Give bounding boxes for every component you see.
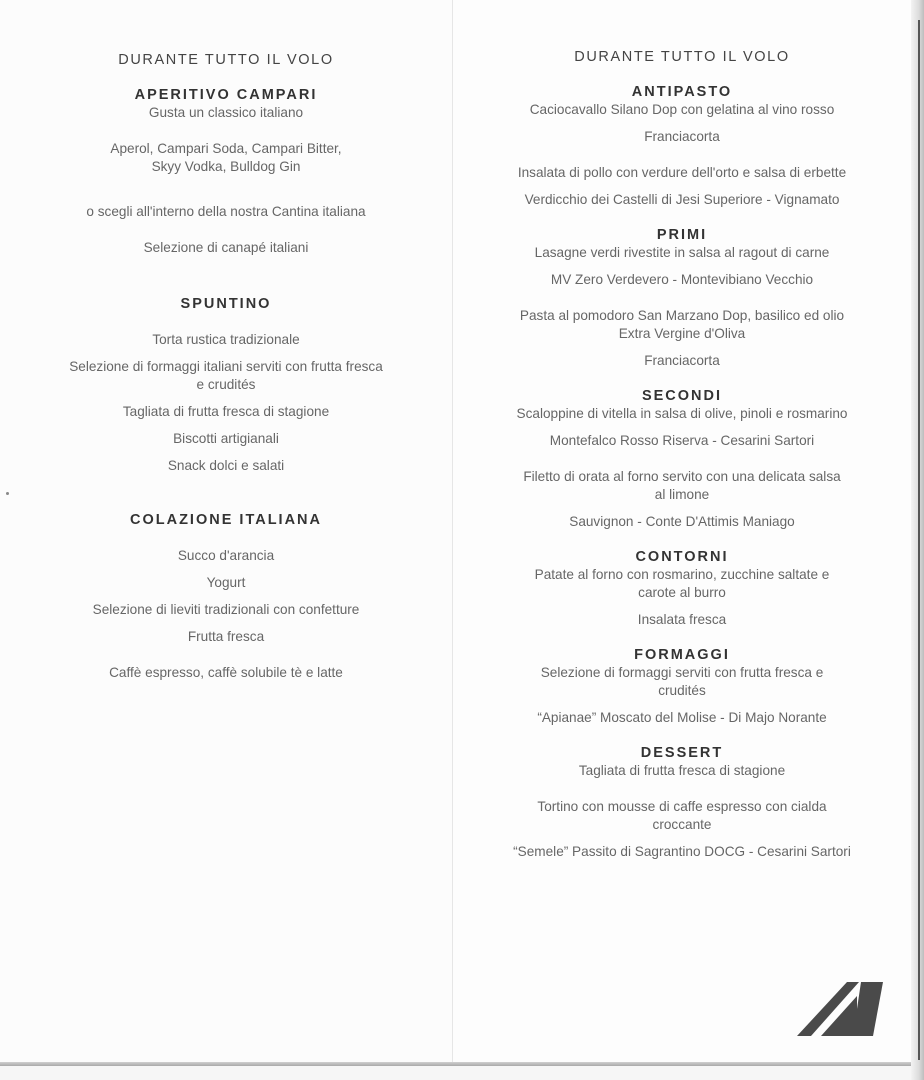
antipasto-title: ANTIPASTO: [631, 84, 733, 100]
menu-item: al limone: [654, 487, 710, 502]
menu-item: Pasta al pomodoro San Marzano Dop, basilico ed olio: [519, 308, 845, 323]
left-menu-column: [0, 52, 452, 682]
menu-item: e crudités: [196, 377, 256, 392]
menu-item: Filetto di orata al forno servito con una delicata salsa: [523, 469, 841, 484]
dessert-section: [453, 744, 911, 861]
left-menu-page: [0, 0, 453, 1080]
menu-item: Tagliata di frutta fresca di stagione: [578, 763, 786, 778]
menu-item: Selezione di formaggi serviti con frutta fresca e: [540, 665, 824, 680]
colazione-title: COLAZIONE ITALIANA: [130, 512, 322, 528]
menu-item: Lasagne verdi rivestite in salsa al ragout di carne: [534, 245, 830, 260]
contorni-title: CONTORNI: [635, 549, 729, 565]
wine-pairing: MV Zero Verdevero - Montevibiano Vecchio: [550, 272, 814, 287]
secondi-section: [453, 387, 911, 531]
menu-item: croccante: [652, 817, 712, 832]
page-edge-shadow: [911, 0, 924, 1080]
primi-section: [453, 226, 911, 370]
aperitivo-section: [0, 86, 452, 257]
menu-item: Frutta fresca: [187, 629, 265, 644]
colazione-section: [0, 511, 452, 682]
wine-pairing: “Semele” Passito di Sagrantino DOCG - Cesarini Sartori: [513, 844, 851, 859]
aperitivo-drinks-line: Aperol, Campari Soda, Campari Bitter,: [110, 141, 342, 156]
formaggi-title: FORMAGGI: [634, 647, 730, 663]
right-menu-column: [453, 49, 911, 861]
contorni-section: [453, 548, 911, 629]
menu-item: Extra Vergine d'Oliva: [618, 326, 746, 341]
menu-item: Tortino con mousse di caffe espresso con cialda: [537, 799, 827, 814]
menu-item: crudités: [658, 683, 706, 698]
menu-item: Tagliata di frutta fresca di stagione: [122, 404, 330, 419]
wine-pairing: Verdicchio dei Castelli di Jesi Superiore - Vignamato: [524, 192, 840, 207]
scan-speck: [6, 492, 9, 495]
aperitivo-drinks-line: Skyy Vodka, Bulldog Gin: [151, 159, 301, 174]
aperitivo-title: APERITIVO CAMPARI: [134, 87, 318, 103]
menu-item: Yogurt: [206, 575, 246, 590]
wine-pairing: Franciacorta: [644, 353, 720, 368]
left-page-header: DURANTE TUTTO IL VOLO: [118, 52, 334, 68]
antipasto-section: [453, 83, 911, 209]
secondi-title: SECONDI: [641, 388, 723, 404]
primi-title: PRIMI: [656, 227, 708, 243]
page-bottom-strip: [0, 1066, 911, 1080]
menu-item: Selezione di lieviti tradizionali con confetture: [92, 602, 360, 617]
wine-pairing: Franciacorta: [644, 129, 720, 144]
menu-item: Succo d'arancia: [177, 548, 275, 563]
menu-item: Selezione di formaggi italiani serviti con frutta fresca: [69, 359, 383, 374]
menu-item: Insalata di pollo con verdure dell'orto e salsa di erbette: [517, 165, 847, 180]
wine-pairing: Sauvignon - Conte D'Attimis Maniago: [569, 514, 795, 529]
menu-item: Scaloppine di vitella in salsa di olive, pinoli e rosmarino: [516, 406, 848, 421]
aperitivo-canape: Selezione di canapé italiani: [143, 240, 309, 255]
menu-item: Caciocavallo Silano Dop con gelatina al vino rosso: [529, 102, 835, 117]
spuntino-title: SPUNTINO: [180, 296, 272, 312]
menu-item: Biscotti artigianali: [173, 431, 279, 446]
right-page-header: DURANTE TUTTO IL VOLO: [574, 49, 790, 65]
menu-item: carote al burro: [638, 585, 726, 600]
aperitivo-cantina: o scegli all'interno della nostra Cantina italiana: [86, 204, 366, 219]
menu-item: Snack dolci e salati: [167, 458, 285, 473]
spuntino-section: [0, 295, 452, 475]
menu-item: Caffè espresso, caffè solubile tè e latte: [109, 665, 343, 680]
menu-item: Patate al forno con rosmarino, zucchine saltate e: [534, 567, 830, 582]
formaggi-section: [453, 646, 911, 727]
menu-item: Torta rustica tradizionale: [152, 332, 300, 347]
wine-pairing: Montefalco Rosso Riserva - Cesarini Sartori: [549, 433, 815, 448]
menu-item: Insalata fresca: [637, 612, 727, 627]
alitalia-logo-icon: [797, 976, 885, 1040]
right-menu-page: [453, 0, 911, 1080]
dessert-title: DESSERT: [640, 745, 724, 761]
aperitivo-subtitle: Gusta un classico italiano: [148, 105, 304, 120]
wine-pairing: “Apianae” Moscato del Molise - Di Majo Norante: [537, 710, 827, 725]
